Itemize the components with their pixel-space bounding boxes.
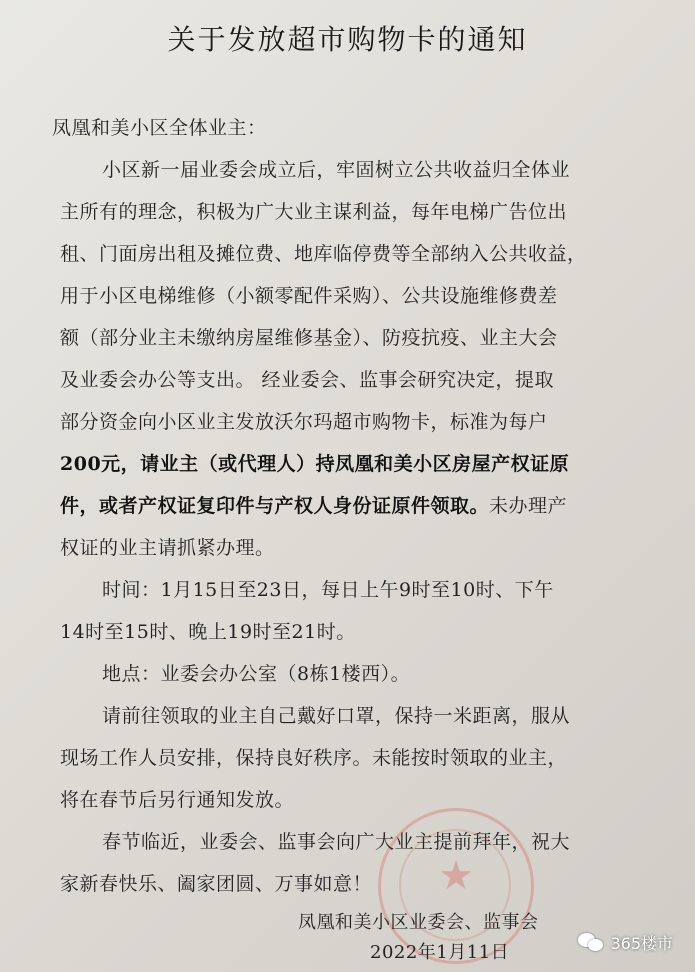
- paragraph-line: 及业委会办公等支出。 经业委会、监事会研究决定，提取: [60, 369, 555, 391]
- paragraph-line: 主所有的理念，积极为广大业主谋利益，每年电梯广告位出: [60, 201, 568, 223]
- signature: 凤凰和美小区业委会、监事会: [298, 912, 539, 933]
- paragraph-line: 小区新一届业委会成立后，牢固树立公共收益归全体业: [102, 159, 571, 181]
- watermark: [578, 931, 673, 954]
- bold-text: 件，或者产权证复印件与产权人身份证原件领取。: [60, 495, 490, 517]
- paragraph-line: 部分资金向小区业主发放沃尔玛超市购物卡，标准为每户: [60, 411, 548, 433]
- paragraph-line: 用于小区电梯维修（小额零配件采购）、公共设施维修费差: [60, 285, 558, 307]
- instructions-line: 请前往领取的业主自己戴好口罩，保持一米距离，服从: [102, 705, 571, 727]
- place-line: 地点：业委会办公室（8栋1楼西）。: [102, 663, 411, 685]
- paragraph-line: 权证的业主请抓紧办理。: [60, 537, 275, 559]
- paragraph-line-bold: 200元，请业主（或代理人）持凤凰和美小区房屋产权证原: [60, 453, 570, 475]
- watermark-text: 365楼市: [610, 934, 673, 953]
- date: 2022年1月11日: [370, 942, 510, 963]
- paragraph-line: 租、门面房出租及摊位费、地库临停费等全部纳入公共收益，: [60, 243, 587, 265]
- instructions-line: 现场工作人员安排，保持良好秩序。未能按时领取的业主，: [60, 747, 568, 769]
- time-line: 时间：1月15日至23日，每日上午9时至10时、下午: [102, 579, 554, 601]
- normal-text: 未办理产: [489, 495, 568, 517]
- greeting-line: 家新春快乐、阖家团圆、万事如意！: [60, 873, 373, 895]
- wechat-icon: [578, 933, 604, 953]
- greeting-line: 春节临近，业委会、监事会向广大业主提前拜年，祝大: [102, 831, 571, 853]
- paragraph-line: 额（部分业主未缴纳房屋维修基金）、防疫抗疫、业主大会: [60, 327, 558, 349]
- seal-star-icon: ★: [438, 853, 474, 899]
- notice-title: 关于发放超市购物卡的通知: [167, 23, 528, 56]
- time-line: 14时至15时、晚上19时至21时。: [60, 621, 356, 643]
- instructions-line: 将在春节后另行通知发放。: [60, 789, 295, 811]
- salutation: 凤凰和美小区全体业主：: [52, 117, 267, 139]
- paragraph-line-mixed: [60, 491, 567, 518]
